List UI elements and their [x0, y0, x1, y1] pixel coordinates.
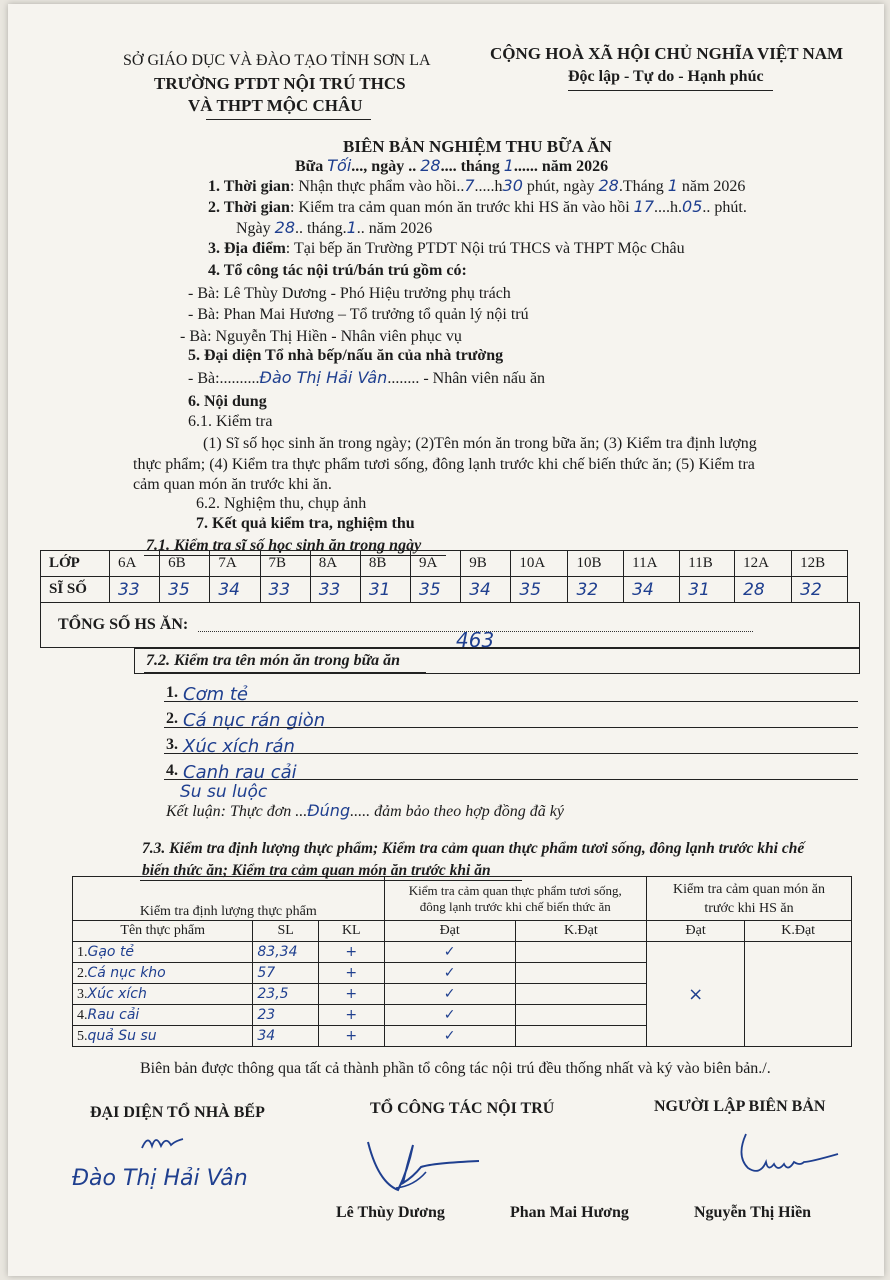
member-1: - Bà: Lê Thùy Dương - Phó Hiệu trưởng phụ trách: [188, 285, 511, 302]
dish-name: Xúc xích rán: [183, 736, 295, 757]
class-row-label: LỚP: [41, 551, 110, 577]
conclusion-value: Đúng: [307, 801, 351, 820]
section-5-cook: - Bà:..........Đào Thị Hải Vân........ - Nhân viên nấu ăn: [188, 368, 546, 387]
section-6-title: 6. Nội dung: [188, 393, 267, 410]
kitchen-rep-handwritten-name: Đào Thị Hải Vân: [72, 1166, 248, 1191]
section-6-1-text-2: thực phẩm; (4) Kiểm tra thực phẩm tươi sống, đông lạnh trước khi chế biến thức ăn; (5) Kiểm tra: [133, 456, 755, 473]
section-7-3-title-1: 7.3. Kiểm tra định lượng thực phẩm; Kiểm tra cảm quan thực phẩm tươi sống, đông lạnh trước khi chế: [142, 840, 805, 857]
kdat-cell: [515, 1005, 646, 1026]
col-kdat2-header: K.Đạt: [745, 921, 852, 942]
section-7-2-underline: [144, 672, 426, 673]
kdat-cell: [515, 984, 646, 1005]
count-cell: 33: [110, 577, 160, 603]
section-2: 2. Thời gian: Kiểm tra cảm quan món ăn trước khi HS ăn vào hồi 17....h.05.. phút.: [208, 197, 747, 216]
writer-title: NGƯỜI LẬP BIÊN BẢN: [654, 1098, 826, 1115]
dish-num: 1.: [166, 684, 178, 701]
food-name-cell: 1.Gạo tẻ: [73, 942, 253, 963]
section-7-title: 7. Kết quả kiểm tra, nghiệm thu: [196, 515, 415, 532]
group-header-row: [73, 877, 852, 921]
class-cell: 9A: [411, 551, 461, 577]
col-dat2-header: Đạt: [646, 921, 744, 942]
attendance-table: [40, 550, 848, 603]
section-6-2: 6.2. Nghiệm thu, chụp ảnh: [196, 495, 367, 512]
team-signature: [358, 1132, 488, 1202]
kl-cell: +: [318, 1026, 384, 1047]
section-3: 3. Địa điểm: Tại bếp ăn Trường PTDT Nội trú THCS và THPT Mộc Châu: [208, 240, 685, 257]
header-underline-right: [568, 90, 773, 91]
menu-conclusion: Kết luận: Thực đơn ...Đúng..... đảm bảo theo hợp đồng đã ký: [166, 801, 564, 820]
column-header-row: [73, 921, 852, 942]
header-underline-left: [206, 119, 371, 120]
meal-month: 1: [503, 156, 514, 175]
count-cell: 33: [260, 577, 310, 603]
class-cell: 10A: [511, 551, 568, 577]
section-7-1-title: 7.1. Kiểm tra sĩ số học sinh ăn trong ngày: [146, 537, 422, 554]
section-1: 1. Thời gian: Nhận thực phẩm vào hồi..7.....h30 phút, ngày 28.Tháng 1 năm 2026: [208, 176, 746, 195]
quantity-table: [72, 876, 852, 1047]
cook-name: Đào Thị Hải Vân: [259, 368, 388, 387]
section-6-1-text-3: cảm quan món ăn trước khi ăn.: [133, 476, 332, 493]
dat-cell: ✓: [384, 1005, 515, 1026]
col-name-header: Tên thực phẩm: [73, 921, 253, 942]
kdat-cell: [515, 963, 646, 984]
section-5-title: 5. Đại diện Tổ nhà bếp/nấu ăn của nhà trường: [188, 347, 504, 364]
count-cell: 28: [735, 577, 792, 603]
kl-cell: +: [318, 942, 384, 963]
school-name-line1: TRƯỜNG PTDT NỘI TRÚ THCS: [154, 74, 406, 93]
group-header-quantity: Kiểm tra định lượng thực phẩm: [73, 877, 385, 921]
writer-signature: [734, 1130, 844, 1180]
class-row: [41, 551, 848, 577]
team-name-1: Lê Thùy Dương: [336, 1204, 445, 1221]
dish-line: [164, 779, 858, 780]
dish-name: Canh rau cải: [183, 762, 297, 783]
food-name-cell: 4.Rau cải: [73, 1005, 253, 1026]
closing-statement: Biên bản được thông qua tất cả thành phần tổ công tác nội trú đều thống nhất và ký vào biên bản./.: [140, 1060, 771, 1077]
dat-cell: ✓: [384, 1026, 515, 1047]
kdat-cell: [515, 1026, 646, 1047]
count-cell: 31: [360, 577, 410, 603]
group-header-fresh: Kiểm tra cảm quan thực phẩm tươi sống, đông lạnh trước khi chế biến thức ăn: [384, 877, 646, 921]
total-value: 463: [456, 628, 495, 652]
section-2-date: Ngày 28.. tháng.1.. năm 2026: [236, 218, 433, 237]
count-cell: 35: [411, 577, 461, 603]
class-cell: 8A: [310, 551, 360, 577]
document-title: BIÊN BẢN NGHIỆM THU BỮA ĂN: [343, 137, 612, 156]
food-name-cell: 3.Xúc xích: [73, 984, 253, 1005]
count-row-label: SĨ SỐ: [41, 577, 110, 603]
class-cell: 10B: [568, 551, 624, 577]
sl-cell: 23,5: [253, 984, 319, 1005]
food-name-cell: 5.quả Su su: [73, 1026, 253, 1047]
col-kdat-header: K.Đạt: [515, 921, 646, 942]
dish-name: Cơm tẻ: [183, 684, 248, 705]
class-cell: 12A: [735, 551, 792, 577]
member-2: - Bà: Phan Mai Hương – Tổ trưởng tổ quản lý nội trú: [188, 306, 529, 323]
col-kl-header: KL: [318, 921, 384, 942]
section-6-1-title: 6.1. Kiểm tra: [188, 413, 273, 430]
dish-name: Cá nục rán giòn: [183, 710, 326, 731]
kl-cell: +: [318, 1005, 384, 1026]
count-cell: 33: [310, 577, 360, 603]
dat-cell: ✓: [384, 963, 515, 984]
nation-title: CỘNG HOÀ XÃ HỘI CHỦ NGHĨA VIỆT NAM: [490, 44, 844, 63]
class-cell: 8B: [360, 551, 410, 577]
document-page: [8, 4, 884, 1276]
group-header-taste: Kiểm tra cảm quan món ăn trước khi HS ăn: [646, 877, 851, 921]
class-cell: 7B: [260, 551, 310, 577]
section-6-1-text-1: (1) Sĩ số học sinh ăn trong ngày; (2)Tên món ăn trong bữa ăn; (3) Kiểm tra định lượng: [203, 435, 757, 452]
col-dat-header: Đạt: [384, 921, 515, 942]
count-cell: 35: [160, 577, 210, 603]
kitchen-signature: [138, 1130, 188, 1156]
dish-extra: Su su luộc: [180, 782, 268, 802]
team-title: TỔ CÔNG TÁC NỘI TRÚ: [370, 1100, 555, 1117]
sl-cell: 83,34: [253, 942, 319, 963]
meal-day: 28: [420, 156, 441, 175]
total-label: TỔNG SỐ HS ĂN:: [58, 616, 189, 633]
count-cell: 35: [511, 577, 568, 603]
dat-cell: ✓: [384, 942, 515, 963]
count-cell: 34: [210, 577, 260, 603]
member-3: - Bà: Nguyễn Thị Hiền - Nhân viên phục vụ: [180, 328, 462, 345]
section-7-3-title-2: biến thức ăn; Kiểm tra cảm quan món ăn trước khi ăn: [142, 862, 491, 879]
taste-kdat-cell: [745, 942, 852, 1047]
dish-num: 2.: [166, 710, 178, 727]
count-cell: 32: [792, 577, 848, 603]
dish-line: [164, 727, 858, 728]
nation-motto: Độc lập - Tự do - Hạnh phúc: [568, 68, 764, 85]
kl-cell: +: [318, 963, 384, 984]
count-cell: 31: [680, 577, 735, 603]
kdat-cell: [515, 942, 646, 963]
dish-line: [164, 753, 858, 754]
dat-cell: ✓: [384, 984, 515, 1005]
sl-cell: 57: [253, 963, 319, 984]
dish-num: 3.: [166, 736, 178, 753]
dish-num: 4.: [166, 762, 178, 779]
writer-name: Nguyễn Thị Hiền: [694, 1204, 812, 1221]
table-row: [73, 942, 852, 963]
dish-line: [164, 701, 858, 702]
class-cell: 6A: [110, 551, 160, 577]
count-cell: 34: [461, 577, 511, 603]
kl-cell: +: [318, 984, 384, 1005]
team-name-2: Phan Mai Hương: [510, 1204, 629, 1221]
class-cell: 12B: [792, 551, 848, 577]
school-name-line2: VÀ THPT MỘC CHÂU: [188, 96, 363, 115]
class-cell: 11B: [680, 551, 735, 577]
class-cell: 9B: [461, 551, 511, 577]
class-cell: 6B: [160, 551, 210, 577]
food-name-cell: 2.Cá nục kho: [73, 963, 253, 984]
count-cell: 34: [624, 577, 680, 603]
department-name: SỞ GIÁO DỤC VÀ ĐÀO TẠO TỈNH SƠN LA: [123, 52, 431, 69]
section-7-2-title: 7.2. Kiểm tra tên món ăn trong bữa ăn: [146, 652, 401, 669]
sl-cell: 23: [253, 1005, 319, 1026]
class-cell: 7A: [210, 551, 260, 577]
sl-cell: 34: [253, 1026, 319, 1047]
count-row: [41, 577, 848, 603]
col-sl-header: SL: [253, 921, 319, 942]
section-4-title: 4. Tổ công tác nội trú/bán trú gồm có:: [208, 262, 467, 279]
count-cell: 32: [568, 577, 624, 603]
meal-line: Bữa Tối..., ngày .. 28.... tháng 1...... năm 2026: [295, 156, 609, 175]
kitchen-rep-title: ĐẠI DIỆN TỔ NHÀ BẾP: [90, 1104, 265, 1121]
meal-value: Tối: [327, 156, 352, 175]
class-cell: 11A: [624, 551, 680, 577]
taste-dat-cell: ×: [646, 942, 744, 1047]
